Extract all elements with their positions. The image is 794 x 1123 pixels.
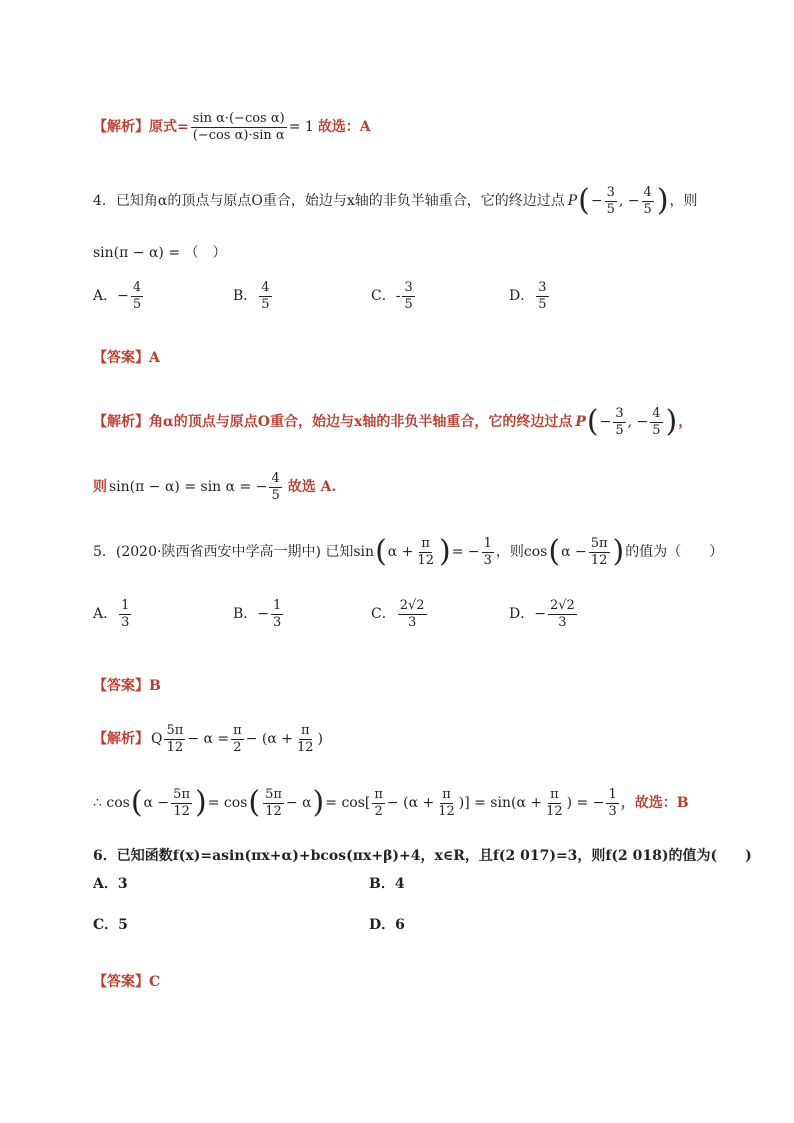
- q5-option-c[interactable]: C． $\frac{2√2}{3}$: [371, 597, 425, 630]
- q6-stem: 6．已知函数f(x)=asin(πx+α)+bcos(πx+β)+4，x∈R，且f(2 017)=3，则f(2 018)的值为( ): [93, 848, 752, 864]
- q6-option-b[interactable]: B．4: [369, 876, 405, 892]
- q4-analysis: 【解析】 角α的顶点与原点O重合，始边与x轴的非负半轴重合，它的终边过点 P ( − $\frac{3}{5}$ , − $\frac{4}{5}$ ) ，: [93, 404, 693, 440]
- analysis-prev: 【解析】 原式= $\frac{\text{sin α·(−cos α)}}{\text{(−cos α)·sin α}}$ = 1 故选：A: [93, 111, 371, 143]
- q6-option-d[interactable]: D．6: [369, 917, 405, 933]
- q6-answer: 【答案】 C: [93, 974, 161, 990]
- q5-analysis-line2: ∴ cos ( α − $\frac{5\pi}{12}$ ) = cos ( $\frac{5\pi}{12}$ − α ) = cos[ $\frac{\pi}{2}$ − (α + $\frac{\pi}{12}$ )] = sin(α + $\frac{\pi}{12}$ ) = − $\frac{1}{3}$ ，故选：B: [93, 785, 689, 821]
- ratio-fraction: $\frac{\text{sin α·(−cos α)}}{\text{(−cos α)·sin α}}$: [192, 111, 285, 143]
- q6-option-c[interactable]: C．5: [93, 917, 128, 933]
- q6-option-a[interactable]: A．3: [93, 876, 128, 892]
- q5-option-a[interactable]: A． $\frac{1}{3}$: [93, 597, 130, 630]
- q5-option-d[interactable]: D． − $\frac{2√2}{3}$: [509, 597, 575, 630]
- conclusion: 故选：A: [317, 119, 371, 136]
- q4-option-a[interactable]: A． − $\frac{4}{5}$: [93, 279, 142, 312]
- q4-option-c[interactable]: C． - $\frac{3}{5}$: [371, 279, 413, 312]
- q4-stem-line2: sin(π − α) = （ ）: [93, 245, 227, 261]
- q4-answer: 【答案】 A: [93, 350, 160, 366]
- q4-option-d[interactable]: D． $\frac{3}{5}$: [509, 279, 547, 312]
- analysis-tag: 【解析】: [93, 119, 149, 136]
- analysis-prefix: 原式=: [149, 119, 189, 136]
- q5-analysis-line1: 【解析】 Q $\frac{5\pi}{12}$ − α = $\frac{\pi}{2}$ − (α + $\frac{\pi}{12}$ ): [93, 723, 323, 755]
- q4-analysis-line2: 则 sin(π − α) = sin α = − $\frac{4}{5}$ 故选 A.: [93, 471, 337, 503]
- q4-option-b[interactable]: B． $\frac{4}{5}$: [233, 279, 270, 312]
- q5-option-b[interactable]: B． − $\frac{1}{3}$: [233, 597, 282, 630]
- q5-stem: 5．(2020·陕西省西安中学高一期中) 已知 sin ( α + $\frac{\pi}{12}$ ) = − $\frac{1}{3}$ ，则cos ( α − $\frac{5\pi}{12}$ ) 的值为（ ）: [93, 534, 724, 570]
- q5-answer: 【答案】 B: [93, 678, 161, 694]
- q4-stem-line1: 4．已知角α的顶点与原点O重合，始边与x轴的非负半轴重合，它的终边过点 P ( − $\frac{3}{5}$ , − $\frac{4}{5}$ ) ，则: [93, 183, 698, 219]
